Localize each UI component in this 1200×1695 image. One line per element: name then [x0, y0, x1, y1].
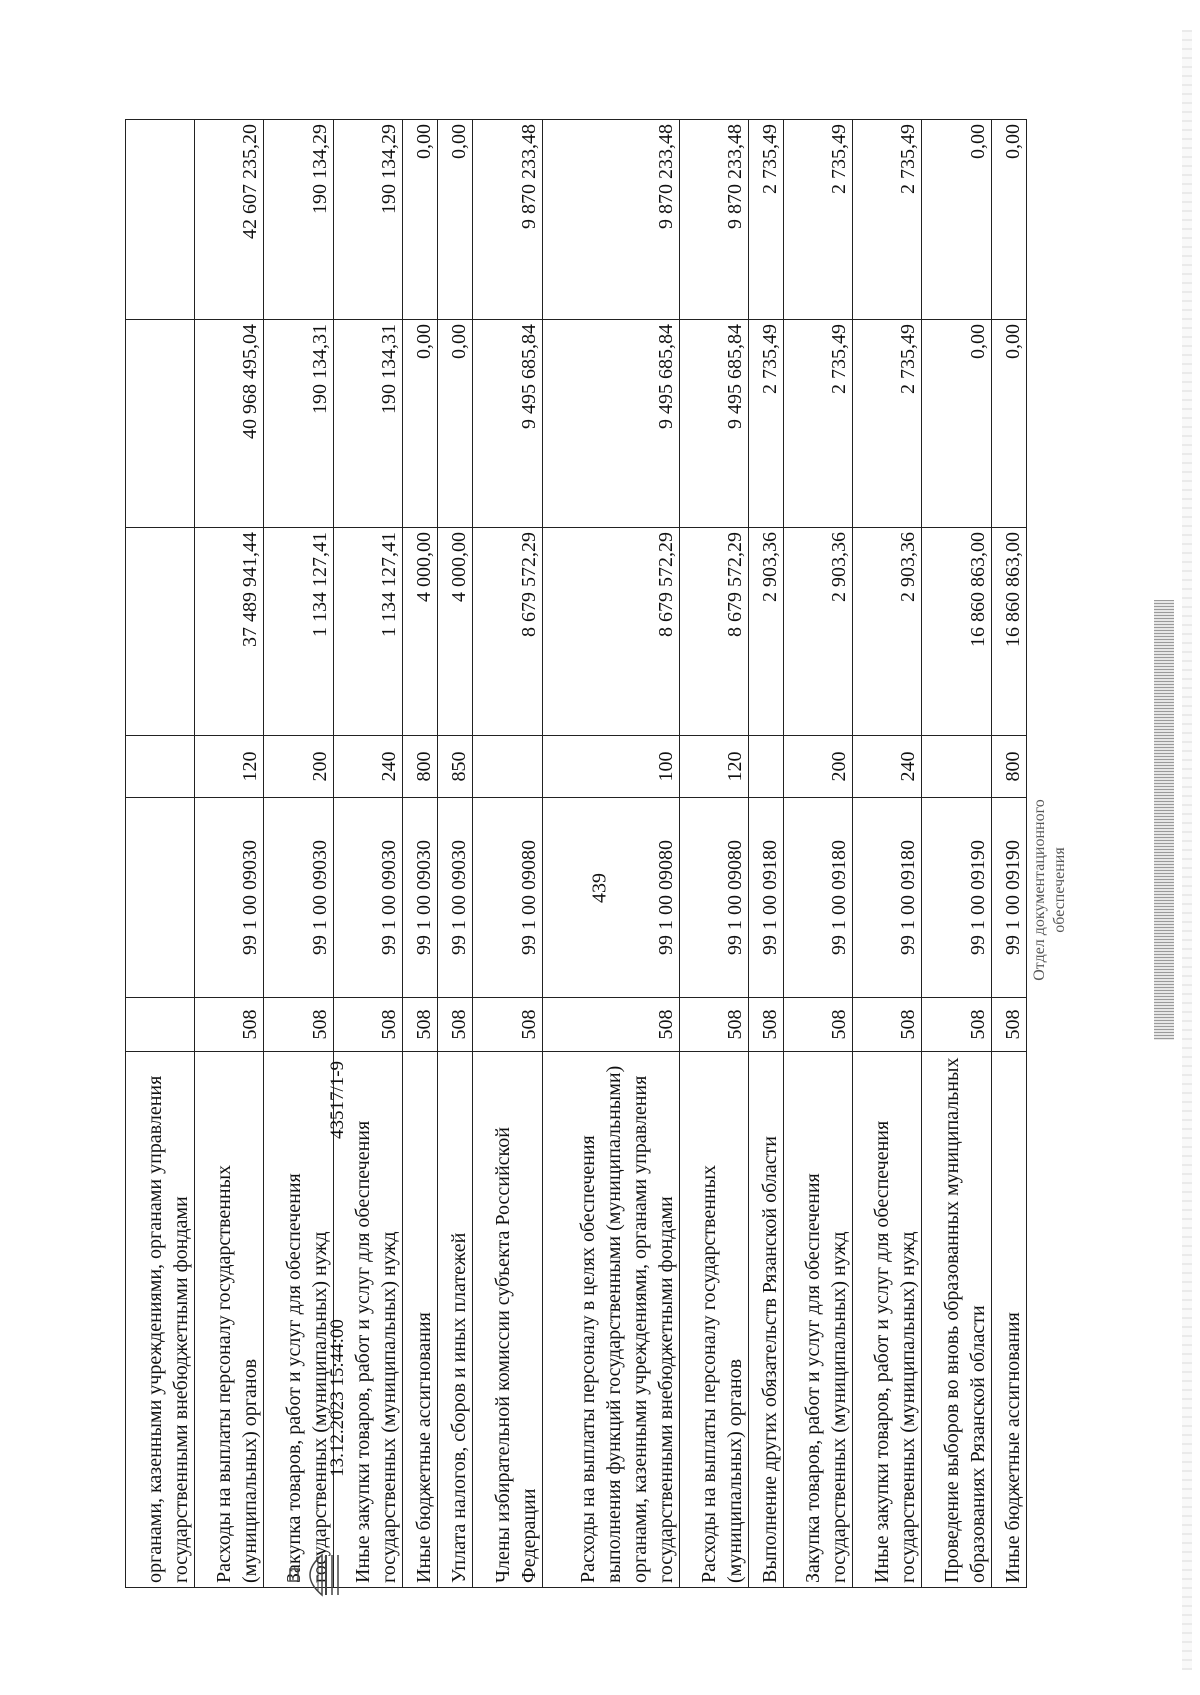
cell-csr: 99 1 00 09190 [991, 798, 1026, 998]
cell-name: Выполнение других обязательств Рязанской области [748, 1052, 783, 1588]
stamp-line-1: Отдел документационного [1031, 799, 1048, 981]
cell-name: Расходы на выплаты персоналу в целях обеспечения выполнения функций государственными (муниципальными) органами, казенными учреждениями, органами управления государственными внебюджетными фондами [542, 1052, 679, 1588]
cell-amount-3: 2 735,49 [853, 120, 922, 320]
table-row [473, 120, 542, 1588]
table-row [438, 120, 473, 1588]
cell-amount-1: 4 000,00 [438, 528, 473, 736]
cell-amount-1: 37 489 941,44 [195, 528, 264, 736]
cell-csr: 99 1 00 09190 [922, 798, 991, 998]
cell-amount-2: 0,00 [922, 320, 991, 528]
cell-csr: 99 1 00 09180 [853, 798, 922, 998]
cell-amount-2: 9 495 685,84 [473, 320, 542, 528]
cell-amount-2: 2 735,49 [784, 320, 853, 528]
cell-ved: 508 [438, 998, 473, 1052]
cell-name: Закупка товаров, работ и услуг для обеспечения государственных (муниципальных) нужд [264, 1052, 333, 1588]
cell-amount-2: 0,00 [991, 320, 1026, 528]
budget-table-body [126, 120, 1027, 1588]
cell-amount-2: 190 134,31 [264, 320, 333, 528]
cell-name: Закупка товаров, работ и услуг для обеспечения государственных (муниципальных) нужд [784, 1052, 853, 1588]
cell-amount-3: 190 134,29 [333, 120, 402, 320]
cell-ved: 508 [991, 998, 1026, 1052]
cell-name: Иные бюджетные ассигнования [402, 1052, 437, 1588]
cell-vr: 800 [991, 736, 1026, 798]
cell-name: Проведение выборов во вновь образованных муниципальных образованиях Рязанской области [922, 1052, 991, 1588]
cell-ved: 508 [402, 998, 437, 1052]
cell-vr [473, 736, 542, 798]
cell-amount-2: 2 735,49 [748, 320, 783, 528]
cell-ved: 508 [922, 998, 991, 1052]
cell-ved [126, 998, 195, 1052]
cell-amount-2: 0,00 [438, 320, 473, 528]
cell-csr: 99 1 00 09080 [679, 798, 748, 998]
cell-csr: 99 1 00 09030 [333, 798, 402, 998]
cell-csr: 99 1 00 09180 [748, 798, 783, 998]
cell-amount-1: 8 679 572,29 [542, 528, 679, 736]
cell-amount-1: 16 860 863,00 [991, 528, 1026, 736]
cell-vr: 200 [264, 736, 333, 798]
page-number: 439 [588, 873, 611, 903]
table-row [126, 120, 195, 1588]
cell-csr: 99 1 00 09030 [195, 798, 264, 998]
cell-amount-2: 40 968 495,04 [195, 320, 264, 528]
cell-name: Члены избирательной комиссии субъекта Российской Федерации [473, 1052, 542, 1588]
cell-amount-3: 2 735,49 [748, 120, 783, 320]
cell-csr: 99 1 00 09030 [402, 798, 437, 998]
cell-name: Иные закупки товаров, работ и услуг для обеспечения государственных (муниципальных) нужд [333, 1052, 402, 1588]
cell-amount-3: 42 607 235,20 [195, 120, 264, 320]
cell-amount-1: 4 000,00 [402, 528, 437, 736]
cell-ved: 508 [473, 998, 542, 1052]
cell-amount-1: 2 903,36 [784, 528, 853, 736]
cell-amount-3 [126, 120, 195, 320]
scan-barcode-artifact [1154, 600, 1174, 1040]
table-row [853, 120, 922, 1588]
cell-csr: 99 1 00 09180 [784, 798, 853, 998]
table-row [402, 120, 437, 1588]
cell-amount-3: 9 870 233,48 [473, 120, 542, 320]
cell-amount-1: 2 903,36 [853, 528, 922, 736]
cell-amount-1: 2 903,36 [748, 528, 783, 736]
table-row [991, 120, 1026, 1588]
cell-amount-1: 16 860 863,00 [922, 528, 991, 736]
cell-vr: 800 [402, 736, 437, 798]
table-row [784, 120, 853, 1588]
cell-vr: 120 [195, 736, 264, 798]
cell-ved: 508 [333, 998, 402, 1052]
table-row [679, 120, 748, 1588]
cell-vr: 240 [333, 736, 402, 798]
cell-vr [126, 736, 195, 798]
cell-csr: 99 1 00 09030 [264, 798, 333, 998]
scan-edge-artifact [1182, 30, 1192, 1670]
cell-amount-2 [126, 320, 195, 528]
cell-ved: 508 [542, 998, 679, 1052]
cell-amount-1: 8 679 572,29 [679, 528, 748, 736]
table-row [264, 120, 333, 1588]
stamp [1030, 799, 1070, 981]
budget-table-container [125, 120, 1027, 1588]
budget-table [125, 119, 1027, 1588]
cell-csr [126, 798, 195, 998]
cell-ved: 508 [264, 998, 333, 1052]
cell-amount-3: 0,00 [922, 120, 991, 320]
cell-ved: 508 [853, 998, 922, 1052]
stamp-line-2: обеспечения [1051, 847, 1068, 933]
cell-vr [748, 736, 783, 798]
cell-csr: 99 1 00 09030 [438, 798, 473, 998]
cell-name: Расходы на выплаты персоналу государственных (муниципальных) органов [195, 1052, 264, 1588]
cell-vr: 100 [542, 736, 679, 798]
cell-ved: 508 [784, 998, 853, 1052]
cell-name: Расходы на выплаты персоналу государственных (муниципальных) органов [679, 1052, 748, 1588]
cell-amount-3: 2 735,49 [784, 120, 853, 320]
cell-amount-2: 0,00 [402, 320, 437, 528]
cell-csr: 99 1 00 09080 [473, 798, 542, 998]
cell-vr: 120 [679, 736, 748, 798]
cell-amount-1: 1 134 127,41 [333, 528, 402, 736]
cell-amount-2: 9 495 685,84 [542, 320, 679, 528]
cell-name: Иные закупки товаров, работ и услуг для обеспечения государственных (муниципальных) нужд [853, 1052, 922, 1588]
table-row [922, 120, 991, 1588]
cell-csr: 99 1 00 09080 [542, 798, 679, 998]
cell-amount-1: 1 134 127,41 [264, 528, 333, 736]
cell-vr: 850 [438, 736, 473, 798]
cell-amount-2: 9 495 685,84 [679, 320, 748, 528]
table-row [195, 120, 264, 1588]
cell-ved: 508 [195, 998, 264, 1052]
cell-amount-3: 0,00 [991, 120, 1026, 320]
footer-doc-number: 43517/1-9 [327, 1060, 348, 1140]
cell-amount-2: 2 735,49 [853, 320, 922, 528]
cell-vr: 240 [853, 736, 922, 798]
footer-date: 13.12.2023 15:44:00 [327, 1319, 348, 1477]
cell-name: органами, казенными учреждениями, органами управления государственными внебюджетными фондами [126, 1052, 195, 1588]
cell-name: Уплата налогов, сборов и иных платежей [438, 1052, 473, 1588]
cell-amount-3: 9 870 233,48 [679, 120, 748, 320]
cell-vr [922, 736, 991, 798]
cell-amount-1: 8 679 572,29 [473, 528, 542, 736]
cell-amount-3: 0,00 [402, 120, 437, 320]
cell-amount-3: 190 134,29 [264, 120, 333, 320]
cell-amount-3: 9 870 233,48 [542, 120, 679, 320]
cell-amount-2: 190 134,31 [333, 320, 402, 528]
cell-vr: 200 [784, 736, 853, 798]
cell-amount-1 [126, 528, 195, 736]
cell-amount-3: 0,00 [438, 120, 473, 320]
document-logo-icon [288, 1549, 344, 1601]
cell-name: Иные бюджетные ассигнования [991, 1052, 1026, 1588]
table-row [748, 120, 783, 1588]
table-row [542, 120, 679, 1588]
cell-ved: 508 [679, 998, 748, 1052]
cell-ved: 508 [748, 998, 783, 1052]
